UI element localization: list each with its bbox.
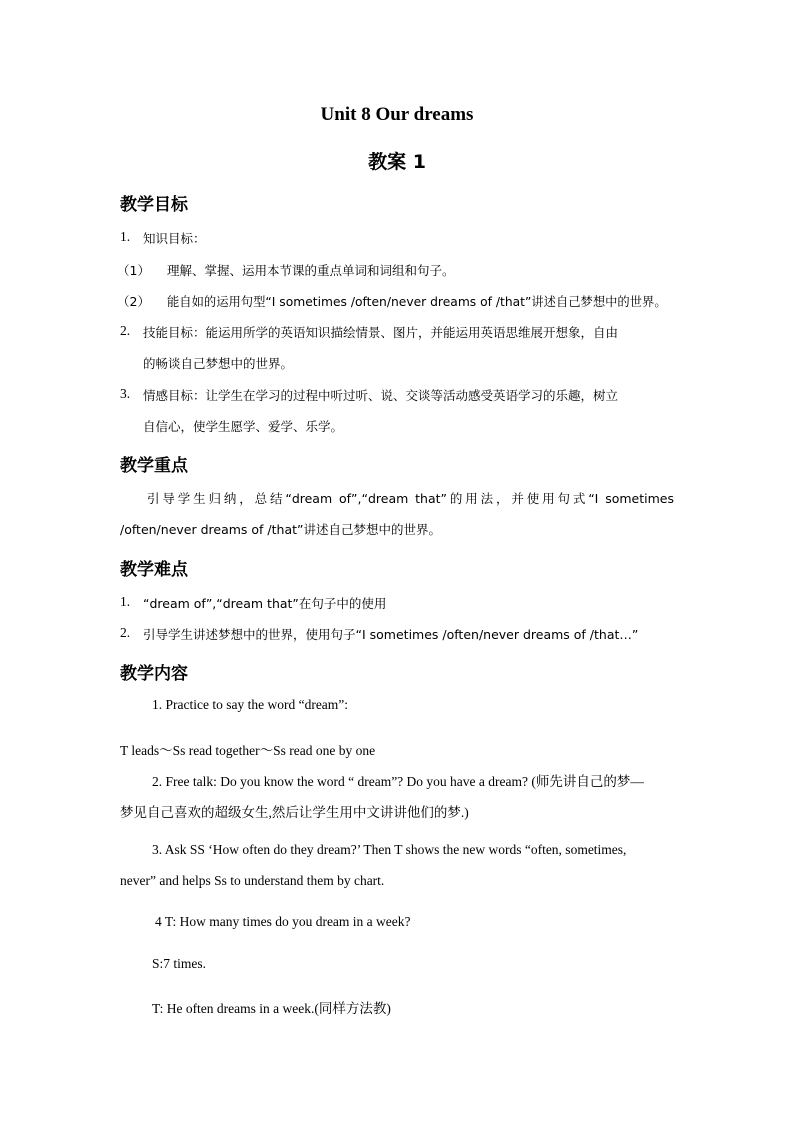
- difficulty-2-text: 引导学生讲述梦想中的世界，使用句子“I sometimes /often/never dreams of /that…”: [143, 627, 639, 642]
- content-step-4-question: 4 T: How many times do you dream in a week?: [155, 914, 411, 929]
- content-step-3-line-2: never” and helps Ss to understand them by chart.: [120, 873, 385, 888]
- difficulty-1-text: “dream of”,“dream that”在句子中的使用: [143, 596, 387, 611]
- objective-3-text-line-1: 情感目标：让学生在学习的过程中听过听、说、交谈等活动感受英语学习的乐趣，树立: [143, 388, 619, 403]
- content-step-3-line-1: 3. Ask SS ‘How often do they dream?’ Then T shows the new words “often, sometimes,: [152, 842, 627, 857]
- objective-1-number: 1.: [120, 229, 131, 244]
- objective-1-sub-2-number: （2）: [117, 294, 150, 309]
- objective-2-text-line-2: 的畅谈自己梦想中的世界。: [143, 356, 294, 371]
- difficulties-heading: 教学难点: [120, 560, 188, 580]
- content-step-4-answer: S:7 times.: [152, 956, 207, 971]
- objective-2-number: 2.: [120, 323, 131, 338]
- content-step-2-line-2: 梦见自己喜欢的超级女生,然后让学生用中文讲讲他们的梦.): [120, 805, 469, 820]
- objective-1-sub-2-text: 能自如的运用句型“I sometimes /often/never dreams of /that”讲述自己梦想中的世界。: [167, 295, 667, 309]
- content-step-1-procedure: T leads～Ss read together～Ss read one by one: [120, 743, 376, 758]
- objective-1-text: 知识目标：: [143, 231, 206, 246]
- content-step-4-teacher-line: T: He often dreams in a week.(同样方法教): [152, 1001, 391, 1016]
- objective-3-text-line-2: 自信心，使学生愿学、爱学、乐学。: [143, 419, 344, 434]
- key-points-line-1: 引导学生归纳，总结“dream of”,“dream that”的用法，并使用句式“I sometimes: [147, 491, 674, 506]
- key-points-heading: 教学重点: [120, 456, 188, 476]
- objective-1-sub-1-text: 理解、掌握、运用本节课的重点单词和词组和句子。: [167, 263, 455, 278]
- difficulty-2-number: 2.: [120, 625, 131, 640]
- key-points-line-2: /often/never dreams of /that”讲述自己梦想中的世界。: [120, 522, 441, 537]
- content-step-1: 1. Practice to say the word “dream”:: [152, 697, 349, 712]
- document-title: Unit 8 Our dreams: [320, 104, 474, 125]
- content-step-2-line-1: 2. Free talk: Do you know the word “ dream”? Do you have a dream? (师先讲自己的梦—: [152, 774, 644, 789]
- objective-1-sub-1-number: （1）: [117, 263, 150, 278]
- objective-2-text-line-1: 技能目标：能运用所学的英语知识描绘情景、图片，并能运用英语思维展开想象，自由: [143, 325, 619, 340]
- document-subtitle: 教案 1: [368, 151, 426, 173]
- objective-3-number: 3.: [120, 386, 131, 401]
- difficulty-1-number: 1.: [120, 594, 131, 609]
- objectives-heading: 教学目标: [120, 195, 188, 215]
- content-heading: 教学内容: [120, 664, 188, 684]
